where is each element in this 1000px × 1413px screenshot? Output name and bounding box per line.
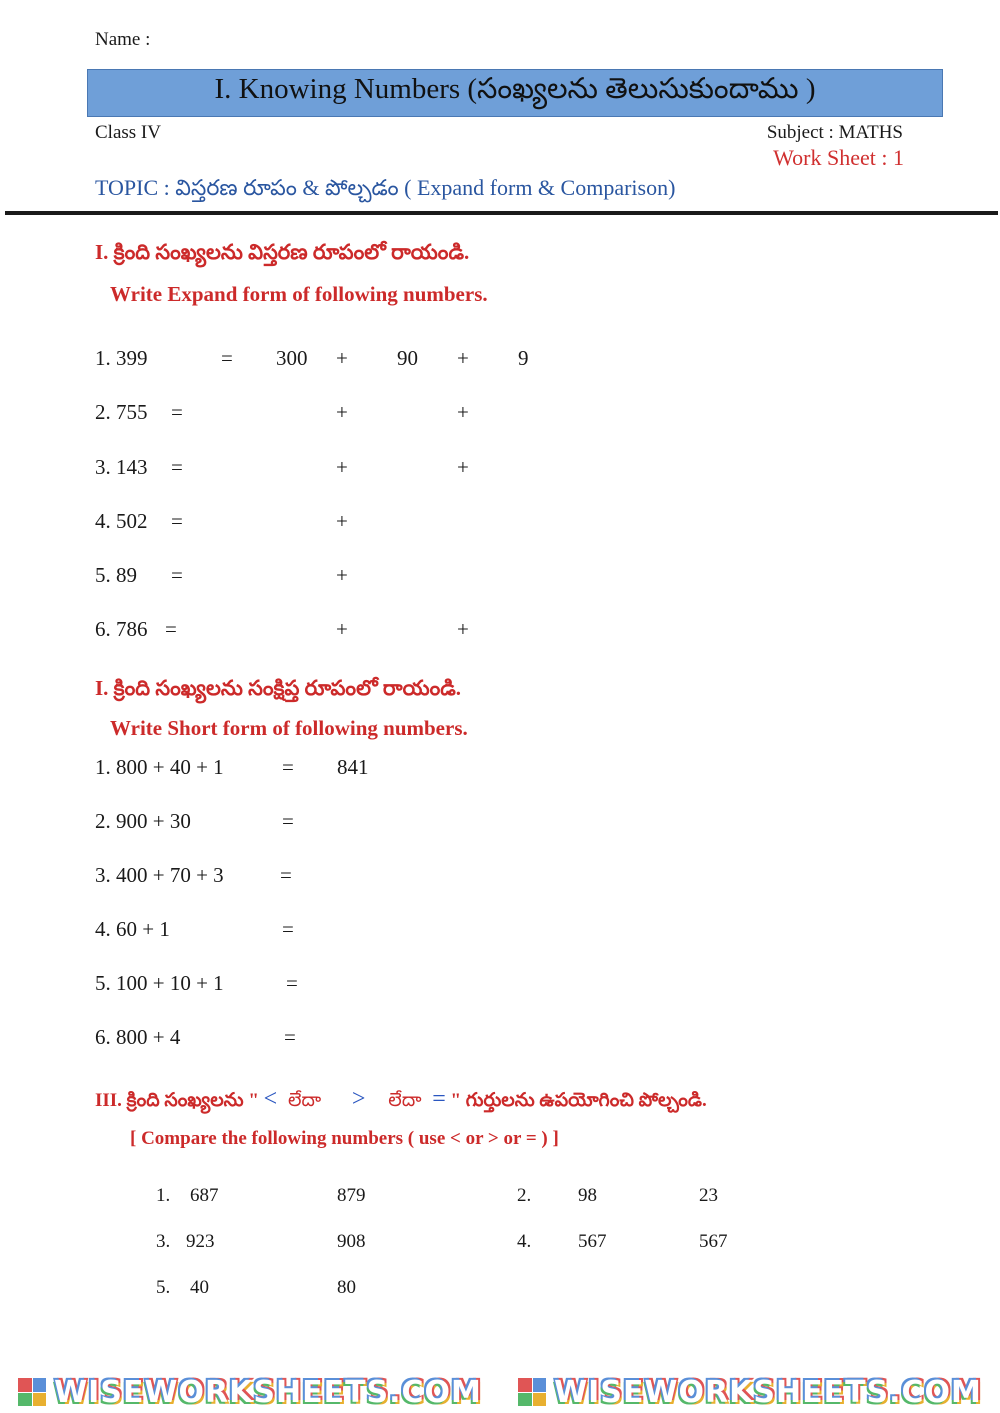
equals-sign: = xyxy=(171,455,183,479)
plus-sign: + xyxy=(336,400,348,424)
row-label: 5. 89 xyxy=(95,563,137,587)
plus-sign: + xyxy=(336,346,348,370)
row-label: 3. 143 xyxy=(95,455,148,479)
equals-sign: = xyxy=(282,917,294,941)
pair-right-value: 567 xyxy=(699,1231,728,1252)
pair-left-value: 40 xyxy=(190,1277,209,1298)
section2-heading-english: Write Short form of following numbers. xyxy=(110,716,468,740)
plus-sign: + xyxy=(457,455,469,479)
row-label: 4. 502 xyxy=(95,509,148,533)
row-label: 1. 399 xyxy=(95,346,148,370)
footer-watermark xyxy=(0,1371,1000,1413)
or-text: లేదా xyxy=(287,1090,322,1111)
answer-ones: 9 xyxy=(518,346,529,370)
plus-sign: + xyxy=(336,455,348,479)
section3-heading-english: [ Compare the following numbers ( use < or > or = ) ] xyxy=(130,1128,559,1149)
row-expression: 1. 800 + 40 + 1 xyxy=(95,755,224,779)
plus-sign: + xyxy=(336,563,348,587)
section1-heading-english: Write Expand form of following numbers. xyxy=(110,282,488,306)
section2-heading-telugu: I. క్రింది సంఖ్యలను సంక్షిప్త రూపంలో రాయండి. xyxy=(95,676,462,700)
topic-line: TOPIC : విస్తరణ రూపం & పోల్చడం ( Expand form & Comparison) xyxy=(95,175,676,200)
section1-heading-telugu: I. క్రింది సంఖ్యలను విస్తరణ రూపంలో రాయండి. xyxy=(95,240,470,264)
row-expression: 6. 800 + 4 xyxy=(95,1025,181,1049)
subject-label: Subject : MATHS xyxy=(766,122,903,143)
page-title: I. Knowing Numbers (సంఖ్యలను తెలుసుకుందాము ) xyxy=(87,69,943,117)
watermark-text: WISEWORKSHEETS.COM xyxy=(554,1374,982,1410)
row-expression: 2. 900 + 30 xyxy=(95,809,191,833)
watermark-text: WISEWORKSHEETS.COM xyxy=(54,1374,482,1410)
watermark xyxy=(518,1375,982,1410)
equals-sign: = xyxy=(221,346,233,370)
plus-sign: + xyxy=(336,509,348,533)
answer-value: 841 xyxy=(337,755,369,779)
pair-left-value: 687 xyxy=(190,1185,219,1206)
equals-sign: = xyxy=(286,971,298,995)
equals-sign: = xyxy=(171,509,183,533)
equals-sign: = xyxy=(165,617,177,641)
pair-left-value: 567 xyxy=(578,1231,607,1252)
plus-sign: + xyxy=(336,617,348,641)
pair-right-value: 908 xyxy=(337,1231,366,1252)
plus-sign: + xyxy=(457,400,469,424)
pair-number: 3. xyxy=(156,1231,171,1252)
heading-prefix: III. క్రింది సంఖ్యలను " xyxy=(95,1090,259,1111)
pair-number: 4. xyxy=(517,1231,532,1252)
plus-sign: + xyxy=(457,617,469,641)
row-expression: 3. 400 + 70 + 3 xyxy=(95,863,224,887)
wiseworksheets-logo-icon xyxy=(18,1378,46,1406)
pair-right-value: 80 xyxy=(337,1277,356,1298)
section3-heading-telugu xyxy=(95,1086,707,1116)
wiseworksheets-logo-icon xyxy=(518,1378,546,1406)
pair-number: 5. xyxy=(156,1277,171,1298)
equals-sign: = xyxy=(282,809,294,833)
greater-than-sign: > xyxy=(351,1086,366,1112)
name-label: Name : xyxy=(95,29,151,50)
watermark xyxy=(18,1375,482,1410)
plus-sign: + xyxy=(457,346,469,370)
or-text: లేదా xyxy=(388,1090,422,1111)
less-than-sign: < xyxy=(263,1086,278,1112)
equals-sign: = xyxy=(284,1025,296,1049)
answer-tens: 90 xyxy=(397,346,418,370)
equals-sign: = xyxy=(280,863,292,887)
equals-sign: = xyxy=(282,755,294,779)
pair-right-value: 879 xyxy=(337,1185,366,1206)
header-divider xyxy=(5,211,998,215)
row-expression: 5. 100 + 10 + 1 xyxy=(95,971,224,995)
pair-right-value: 23 xyxy=(699,1185,718,1206)
class-label: Class IV xyxy=(95,122,161,143)
row-expression: 4. 60 + 1 xyxy=(95,917,170,941)
row-label: 2. 755 xyxy=(95,400,148,424)
pair-number: 2. xyxy=(517,1185,532,1206)
answer-hundreds: 300 xyxy=(276,346,308,370)
pair-left-value: 923 xyxy=(186,1231,215,1252)
pair-number: 1. xyxy=(156,1185,171,1206)
row-label: 6. 786 xyxy=(95,617,148,641)
equals-sign: = xyxy=(432,1086,446,1112)
pair-left-value: 98 xyxy=(578,1185,597,1206)
heading-suffix: " గుర్తులను ఉపయోగించి పోల్చండి. xyxy=(450,1090,707,1111)
worksheet-number: Work Sheet : 1 xyxy=(773,145,904,170)
equals-sign: = xyxy=(171,400,183,424)
equals-sign: = xyxy=(171,563,183,587)
